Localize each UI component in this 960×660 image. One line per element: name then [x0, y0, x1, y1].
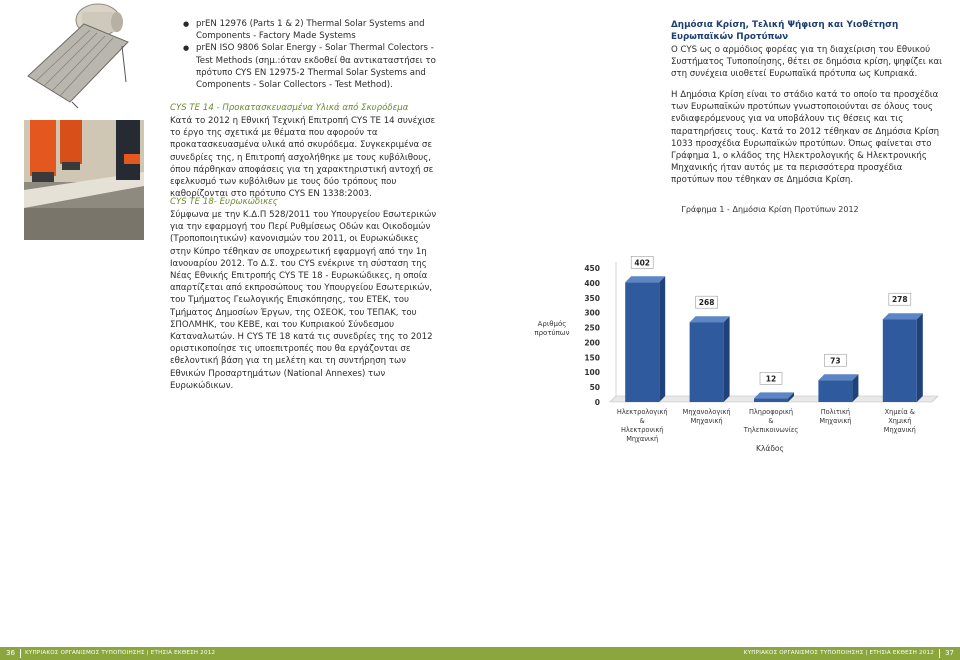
- x-tick-label: &: [639, 417, 645, 425]
- bar: [625, 282, 659, 402]
- bar-top: [625, 276, 665, 282]
- x-tick-label: Χημική: [888, 417, 912, 425]
- footer-text-left: ΚΥΠΡΙΑΚΟΣ ΟΡΓΑΝΙΣΜΟΣ ΤΥΠΟΠΟΙΗΣΗΣ | ΕΤΗΣΙΑ ΕΚΘΕΣΗ 2012: [25, 650, 216, 656]
- standards-bullet-list: [183, 18, 438, 91]
- chart-title: Γράφημα 1 - Δημόσια Κρίση Προτύπων 2012: [681, 205, 859, 214]
- section-paragraph-cys-te-14: Κατά το 2012 η Εθνική Τεχνική Επιτροπή CYS TE 14 συνέχισε το έργο της σχετικά με θέματα που αφορούν τα προκατασκευασμένα υλικά από σκυρόδεμα. Συγκεκριμένα σε συνεδρίες της, η Επιτροπή ασχολήθηκε με τους κυβόλιθους, όπου πάρθηκαν αποφάσεις για τη χαρακτηριστική αντοχή σε εφελκυσμό των κυβόλιθων με τους δύο τρόπους που καθορίζονται στο πρότυπο CYS EN 1338:2003.: [170, 116, 436, 200]
- y-tick-label: 150: [584, 353, 600, 363]
- chart-svg: [520, 198, 940, 460]
- footer-text-right: ΚΥΠΡΙΑΚΟΣ ΟΡΓΑΝΙΣΜΟΣ ΤΥΠΟΠΟΙΗΣΗΣ | ΕΤΗΣΙΑ ΕΚΘΕΣΗ 2012: [743, 650, 934, 656]
- footer-divider: [939, 649, 940, 658]
- data-label: 402: [634, 258, 651, 268]
- x-tick-label: Τηλεπικοινωνίες: [743, 426, 799, 434]
- x-tick-label: Χημεία &: [884, 408, 915, 416]
- bar-top: [818, 374, 858, 380]
- solar-panel-photo: [22, 2, 132, 110]
- y-tick-label: 300: [584, 308, 600, 318]
- data-label: 278: [891, 295, 908, 305]
- right-page-heading: Δημόσια Κρίση, Τελική Ψήφιση και Υιοθέτηση Ευρωπαϊκών Προτύπων: [671, 20, 899, 43]
- section-paragraph-cys-te-18: Σύμφωνα με την Κ.Δ.Π 528/2011 του Υπουργείου Εσωτερικών για την εφαρμογή του Περί Ρυθμίσεως Οδών και Οικοδομών (Τροποποιητικών) κανονισμών του 2011, οι Ευρωκώδικες στην Κύπρο τέθηκαν σε υποχρεωτική εφαρμογή από την 1η Ιανουαρίου 2012. Το Δ.Σ. του CYS ενέκρινε τη σύσταση της Νέας Εθνικής Επιτροπής CYS TE 18 - Ευρωκώδικες, η οποία απαρτίζεται από εκπροσώπους του Υπουργείου Εσωτερικών, του Τμήματος Γεωλογικής Επισκόπησης, του ΕΤΕΚ, του Τμήματος Δημοσίων Έργων, της ΟΣΕΟΚ, του ΤΕΠΑΚ, του ΣΠΟΛΜΗΚ, του ΚΕΒΕ, και του Κυπριακού Σύνδεσμου Καταναλωτών. Η CYS TE 18 κατά τις συνεδρίες της το 2012 οριστικοποίησε τις υποεπιτροπές που θα εργάζονται σε εθελοντική βάση για τη μελέτη και τη συντήρηση των Εθνικών Προσαρτημάτων (National Annexes) των Ευρωκώδικων.: [170, 210, 437, 391]
- y-tick-label: 0: [594, 398, 600, 407]
- y-tick-label: 450: [584, 264, 600, 273]
- y-tick-label: 400: [584, 278, 600, 288]
- x-tick-label: &: [768, 417, 774, 425]
- x-tick-label: Πληροφορική: [748, 408, 794, 416]
- bar: [754, 398, 788, 402]
- public-enquiry-chart: [520, 198, 940, 460]
- footer-right: [480, 647, 960, 660]
- bar-side: [917, 313, 923, 402]
- x-tick-label: Πολιτική: [820, 408, 851, 416]
- bar: [818, 380, 852, 402]
- x-tick-label: Ηλεκτρολογική: [616, 408, 668, 416]
- right-page-paragraph-2: Η Δημόσια Κρίση είναι το στάδιο κατά το οποίο τα προσχέδια των Ευρωπαϊκών προτύπων γνωστοποιούνται σε όλους τους ενδιαφερόμενους για να υποβάλουν τις θέσεις και τις παρατηρήσεις τους. Κατά το 2012 τέθηκαν σε Δημόσια Κρίση 1033 προσχέδια Ευρωπαϊκών προτύπων. Όπως φαίνεται στο Γράφημα 1, ο κλάδος της Ηλεκτρολογικής & Ηλεκτρονικής Μηχανικής ήταν αυτός με τα περισσότερα προσχέδια προτύπων που τέθηκαν σε Δημόσια Κρίση.: [671, 90, 940, 186]
- x-tick-label: Μηχανική: [819, 417, 852, 425]
- footer-left: [0, 647, 480, 660]
- bar-side: [659, 276, 665, 402]
- x-tick-label: Μηχανολογική: [682, 408, 731, 416]
- bar-top: [690, 316, 730, 322]
- x-tick-label: Ηλεκτρονική: [620, 426, 664, 434]
- page-number-left: 36: [6, 649, 15, 657]
- y-tick-label: 50: [589, 383, 600, 393]
- paving-construction-photo: [24, 120, 144, 240]
- x-tick-label: Μηχανική: [626, 435, 659, 443]
- y-tick-label: 100: [584, 368, 600, 378]
- bullet-item: ● prEN 12976 (Parts 1 & 2) Thermal Solar Systems and Components - Factory Made Systems: [183, 18, 438, 42]
- section-heading-cys-te-18: CYS TE 18- Ευρωκώδικες: [170, 197, 278, 207]
- bullet-item: ● prEN ISO 9806 Solar Energy - Solar Thermal Colectors - Test Methods (σημ.:όταν εκδοθεί θα αντικαταστήσει το πρότυπο CYS EN 12975-2 Thermal Solar Systems and Components - Solar Collectors - Test Method).: [183, 42, 438, 91]
- y-tick-label: 350: [584, 293, 600, 303]
- data-label: 12: [765, 374, 777, 384]
- y-tick-label: 250: [584, 323, 600, 333]
- x-tick-label: Μηχανική: [883, 426, 916, 434]
- y-axis-label: Αριθμός: [537, 320, 567, 328]
- bar-side: [724, 316, 730, 402]
- x-tick-label: Μηχανική: [690, 417, 723, 425]
- data-label: 268: [698, 298, 715, 308]
- section-heading-cys-te-14: CYS TE 14 - Προκατασκευασμένα Υλικά από Σκυρόδεμα: [170, 103, 409, 113]
- bar-top: [754, 392, 794, 398]
- page-number-right: 37: [945, 649, 954, 657]
- right-page-paragraph-1: Ο CYS ως ο αρμόδιος φορέας για τη διαχείριση του Εθνικού Συστήματος Τυποποίησης, θέτει σε δημόσια κρίση, ψηφίζει και στη συνέχεια υιοθετεί Ευρωπαϊκά πρότυπα ως Κυπριακά.: [671, 45, 943, 80]
- footer-divider: [20, 649, 21, 658]
- y-axis-label: προτύπων: [534, 329, 570, 337]
- x-axis-label: Κλάδος: [756, 444, 784, 453]
- y-tick-label: 200: [584, 338, 600, 348]
- bar: [690, 322, 724, 402]
- bar-top: [883, 313, 923, 319]
- bar: [883, 319, 917, 402]
- data-label: 73: [830, 356, 841, 366]
